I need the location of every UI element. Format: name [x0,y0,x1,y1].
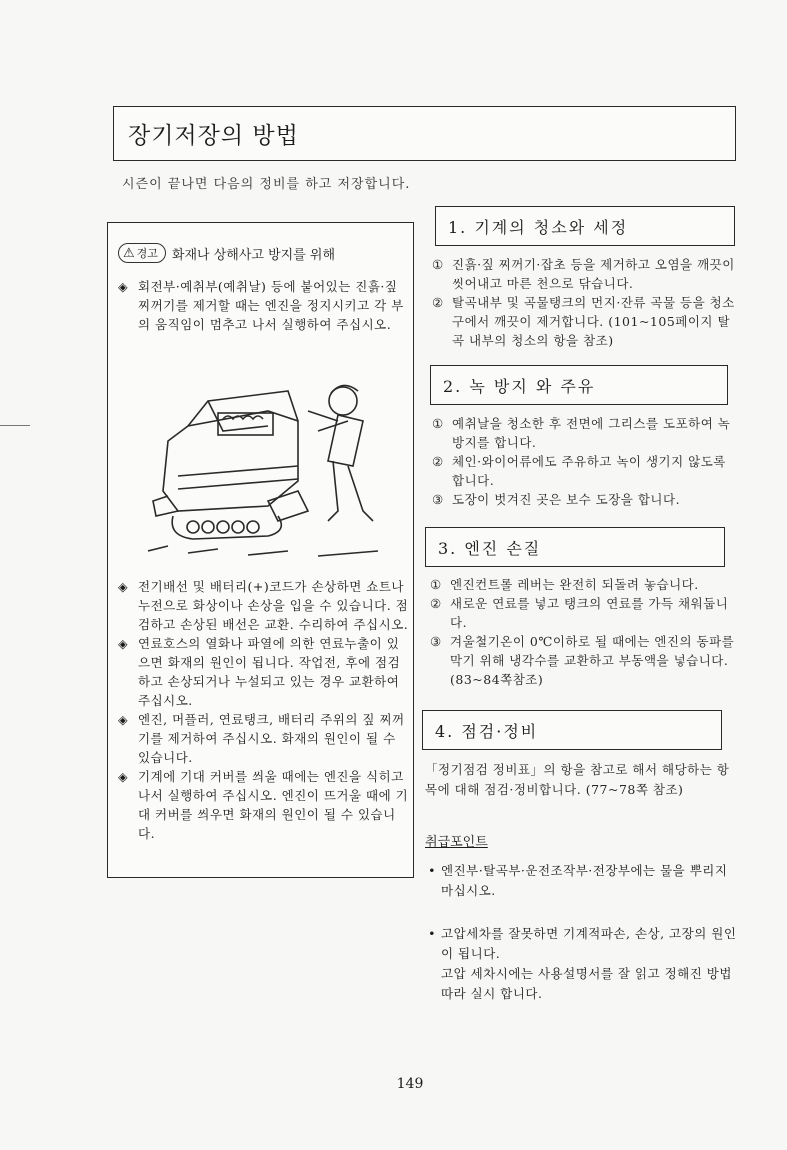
note-item [423,861,743,901]
section-4-title: 4. 점검·정비 [435,722,539,741]
warning-box [107,222,414,878]
list-item [430,594,742,632]
warning-bullet-text: 연료호스의 열화나 파열에 의한 연료누출이 있으면 화재의 원인이 됩니다. 작업전, 후에 점검하고 손상되거나 누설되고 있는 경우 교환하여 주십시오. [138,636,401,708]
note-text: 엔진부·탈곡부·운전조작부·전장부에는 물을 뿌리지 마십시오. [441,863,728,898]
note-extra-text: 고압 세차시에는 사용설명서를 잘 읽고 정해진 방법따라 실시 합니다. [441,966,732,1001]
diamond-icon: ◈ [118,579,129,594]
item-text: 도장이 벗겨진 곳은 보수 도장을 합니다. [452,492,681,507]
note-item [423,924,743,964]
section-1-title: 1. 기계의 청소와 세정 [448,218,629,237]
item-mark: ① [432,416,444,431]
note-text: 고압세차를 잘못하면 기계적파손, 손상, 고장의 원인이 됩니다. [441,926,737,961]
diamond-icon: ◈ [118,279,129,294]
item-mark: ② [430,596,442,611]
page-title: 장기저장의 방법 [128,123,299,149]
section-2-title-box [430,365,728,405]
warning-triangle-icon: ⚠ [123,245,135,261]
section-2-title: 2. 녹 방지 와 주유 [443,377,596,396]
page-number: 149 [396,1076,424,1092]
diamond-icon: ◈ [118,636,129,651]
section-1-items [432,255,742,350]
item-text: 겨울철기온이 0℃이하로 될 때에는 엔진의 동파를 막기 위해 냉각수를 교환하고 부동액을 넣습니다. (83~84쪽참조) [450,634,735,687]
item-mark: ② [432,295,444,310]
item-mark: ③ [430,634,442,649]
item-mark: ③ [432,492,444,507]
warning-heading: 화재나 상해사고 방지를 위해 [171,247,336,263]
section-2-items [432,414,742,509]
item-mark: ① [430,577,442,592]
warning-bullet-list [118,577,410,843]
list-item [432,414,742,452]
list-item [430,632,742,689]
item-text: 예취날을 청소한 후 전면에 그리스를 도포하여 녹 방지를 합니다. [452,416,731,450]
list-item [432,293,742,350]
warning-bullet-text: 회전부·예취부(예취날) 등에 붙어있는 진흙·짚 찌꺼기를 제거할 때는 엔진을 정지시키고 각 부의 움직임이 멈추고 나서 실행하여 주십시오. [138,279,404,332]
section-1-title-box [435,206,735,246]
combine-harvester-cleaning-illustration [148,371,398,561]
item-text: 엔진컨트롤 레버는 완전히 되돌려 놓습니다. [450,577,699,592]
section-3-title: 3. 엔진 손질 [438,539,542,558]
item-text: 진흙·짚 찌꺼기·잡초 등을 제거하고 오염을 깨끗이 씻어내고 마른 천으로 닦습니다. [452,257,735,291]
list-item [432,452,742,490]
diamond-icon: ◈ [118,712,129,727]
warning-bullet [118,277,410,334]
item-text: 탈곡내부 및 곡물탱크의 먼지·잔류 곡물 등을 청소구에서 깨끗이 제거합니다. (101~105페이지 탈곡 내부의 청소의 항을 참조) [452,295,735,348]
intro-text: 시즌이 끝나면 다음의 정비를 하고 저장합니다. [122,177,411,192]
page-title-box [113,106,736,161]
margin-mark [0,425,30,426]
diamond-icon: ◈ [118,769,129,784]
warning-badge-label: 경고 [136,247,158,260]
item-mark: ② [432,454,444,469]
item-mark: ① [432,257,444,272]
bullet-icon: • [428,863,436,878]
warning-bullet [118,634,410,710]
warning-bullet [118,767,410,843]
warning-bullet [118,710,410,767]
list-item [432,490,742,509]
section-4-text: 「정기점검 정비표」의 항을 참고로 해서 해당하는 항목에 대해 점검·정비합니다. (77~78쪽 참조) [425,762,730,797]
handling-notes [423,861,743,1004]
section-3-title-box [425,527,725,567]
item-text: 새로운 연료를 넣고 탱크의 연료를 가득 채워둡니다. [450,596,729,630]
warning-bullet-text: 엔진, 머플러, 연료탱크, 배터리 주위의 짚 찌꺼기를 제거하여 주십시오. 화재의 원인이 될 수 있습니다. [138,712,405,765]
warning-badge [118,243,166,263]
list-item [432,255,742,293]
warning-bullet [118,577,410,634]
handling-heading: 취급포인트 [425,835,488,850]
section-3-items [430,575,742,689]
warning-top-bullet [118,277,410,334]
warning-bullet-text: 기계에 기대 커버를 씌울 때에는 엔진을 식히고 나서 실행하여 주십시오. 엔진이 뜨거울 때에 기대 커버를 씌우면 화재의 원인이 될 수 있습니다. [138,769,409,841]
section-4-title-box [422,710,722,750]
warning-bullet-text: 전기배선 및 배터리(+)코드가 손상하면 쇼트나 누전으로 화상이나 손상을 입을 수 있습니다. 점검하고 손상된 배선은 교환. 수리하여 주십시오. [138,579,409,632]
list-item [430,575,742,594]
warning-heading-row [118,243,335,263]
item-text: 체인·와이어류에도 주유하고 녹이 생기지 않도록 합니다. [452,454,726,488]
bullet-icon: • [428,926,436,941]
